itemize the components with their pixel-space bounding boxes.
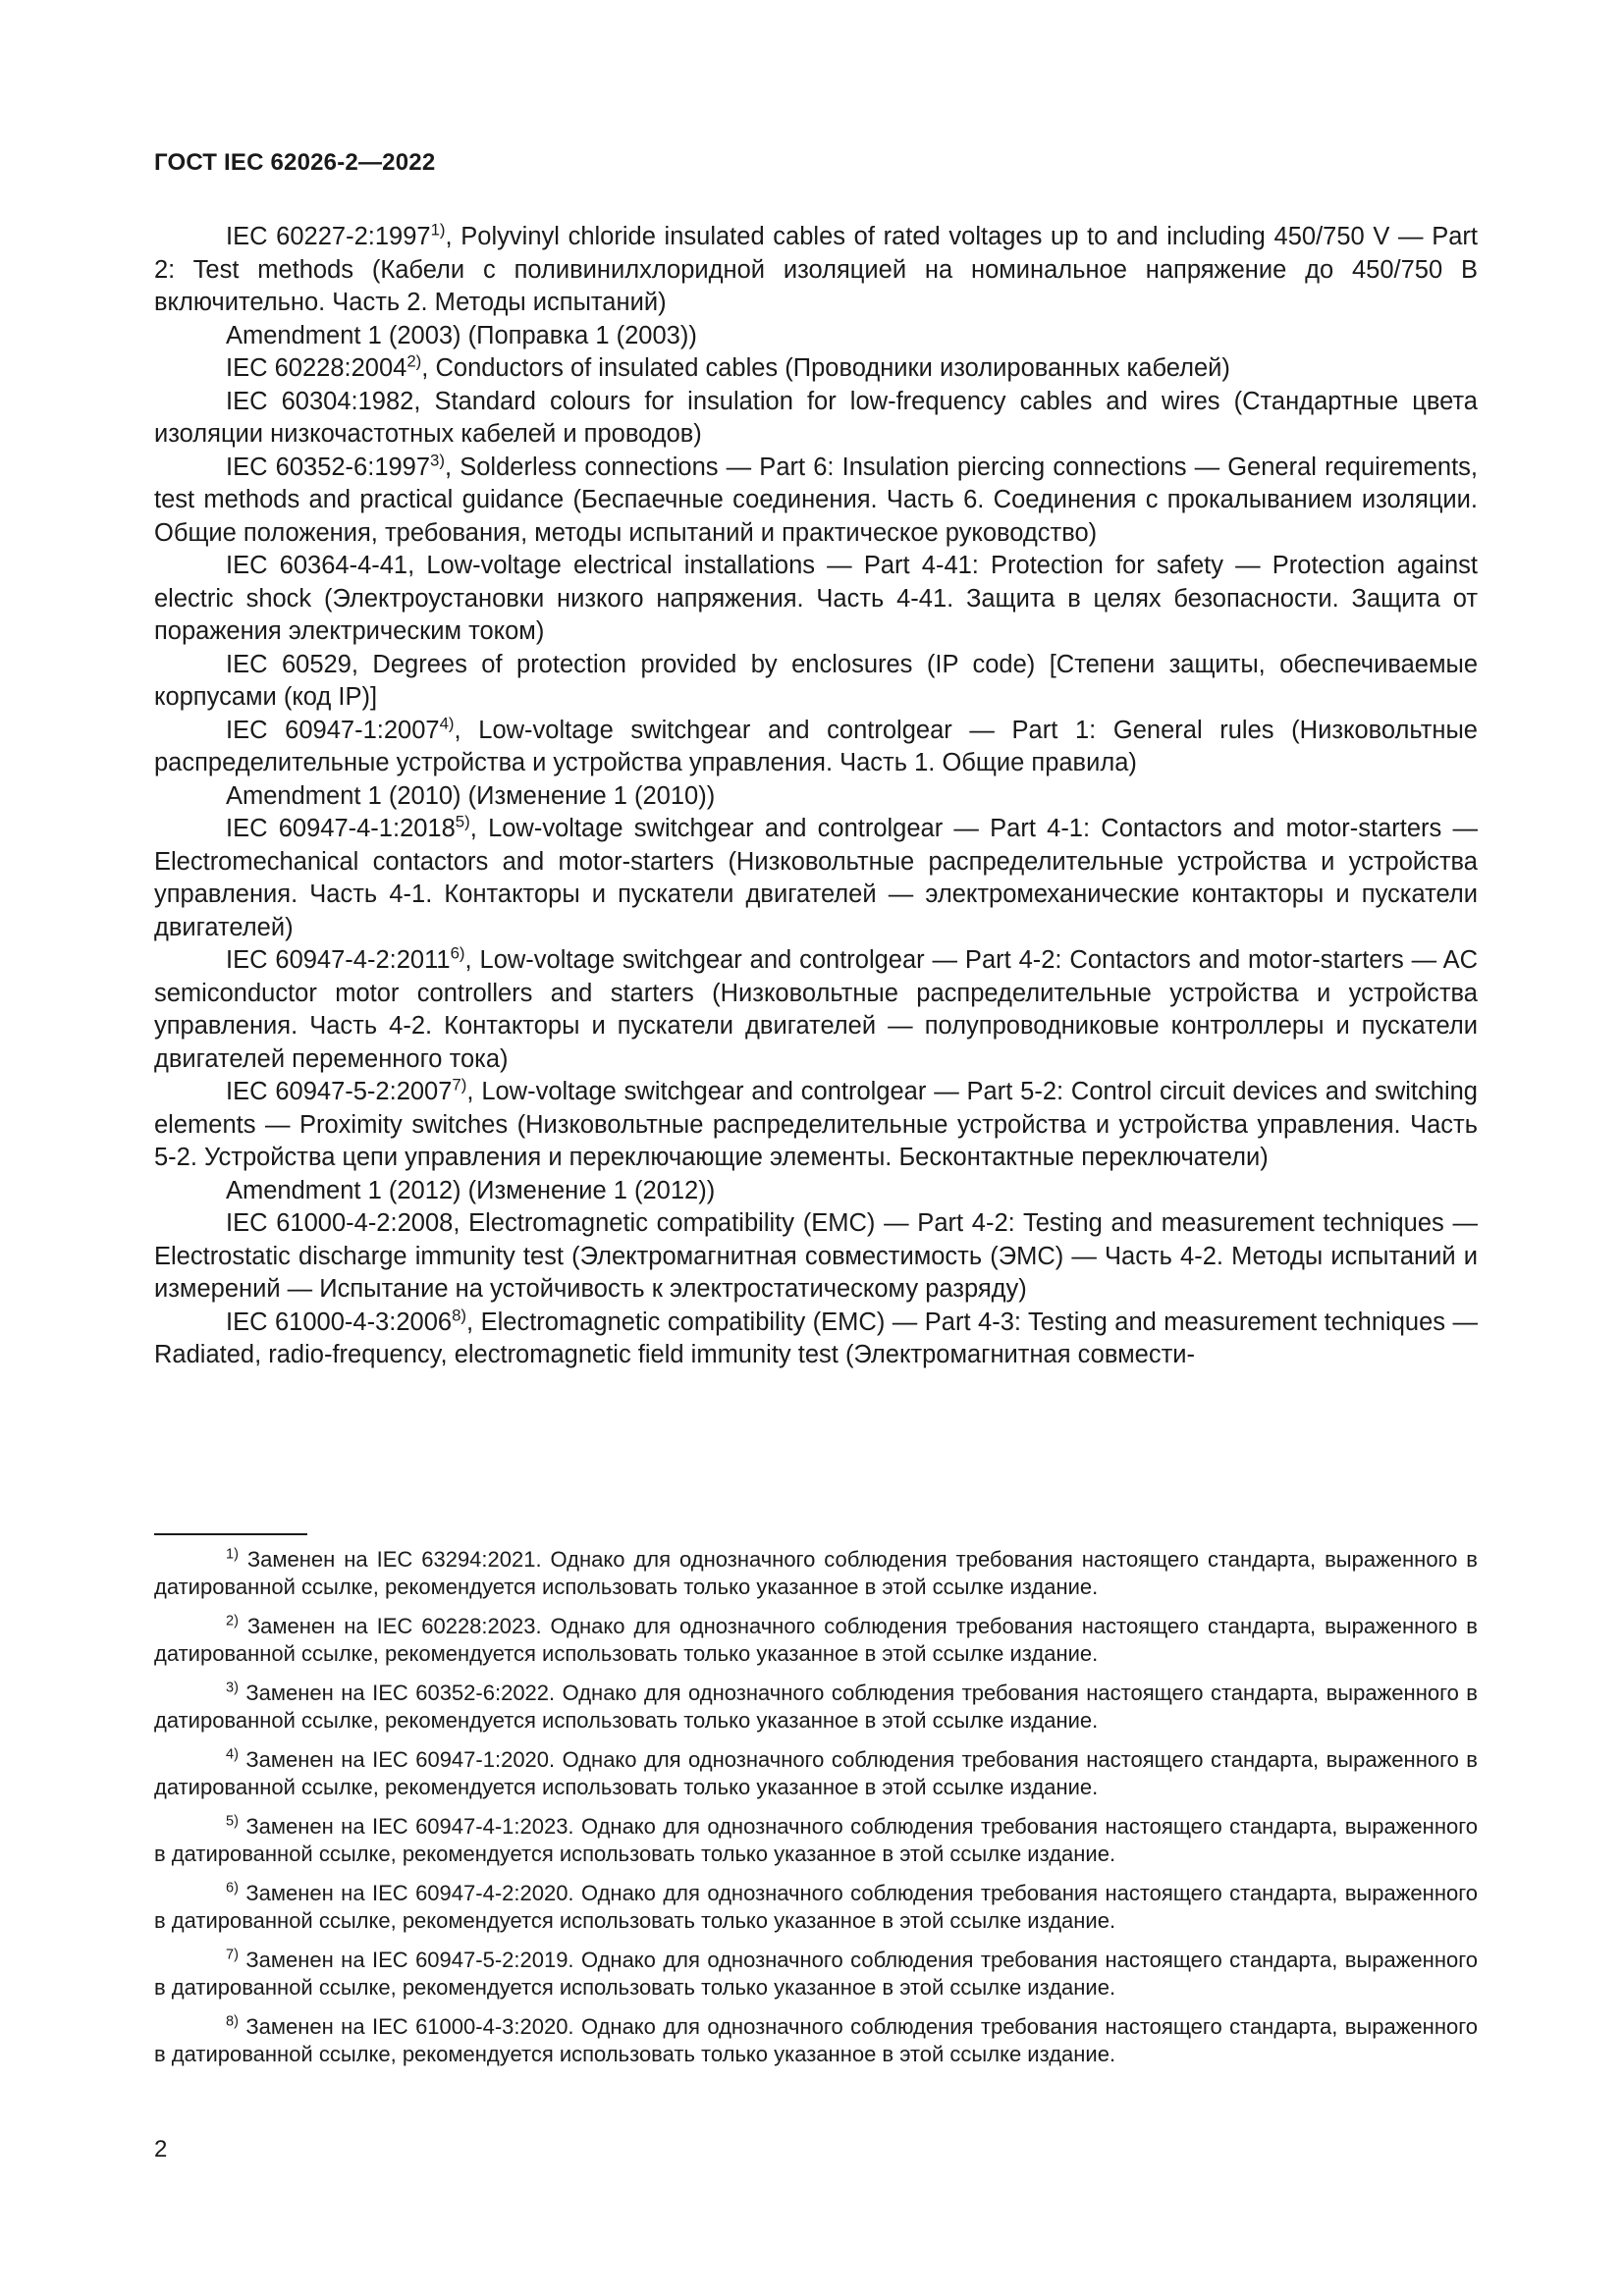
footnote-number: 4)	[226, 1746, 239, 1763]
footnote	[154, 1546, 1478, 1600]
reference-text: , Low-voltage switchgear and controlgear — Part 5-2: Control circuit devices and switching elements — Proximity switches (Низковольтные распределительные устройства и устройства управления. Часть 5-2. Устройства цепи управления и переключающие элементы. Бесконтактные переключатели)	[154, 1078, 1478, 1171]
footnotes	[154, 1546, 1478, 2080]
footnote-marker: 7)	[452, 1075, 467, 1095]
footnote-marker: 8)	[452, 1306, 467, 1324]
reference-id: IEC 61000-4-3:2006	[226, 1308, 453, 1336]
reference-item	[154, 1307, 1478, 1372]
footnote-text: Заменен на IEC 61000-4-3:2020. Однако для однозначного соблюдения требования настоящего стандарта, выраженного в датированной ссылке, рекомендуется использовать только указанное в этой ссылке издание.	[154, 2014, 1478, 2066]
reference-text: , Degrees of protection provided by enclosures (IP code) [Степени защиты, обеспечиваемые корпусами (код IP)]	[154, 650, 1478, 711]
reference-text: , Low-voltage electrical installations — Part 4-41: Protection for safety — Protection against electric shock (Электроустановки низкого напряжения. Часть 4-41. Защита в целях безопасности. Защита от поражения электрическим током)	[154, 552, 1478, 645]
reference-text: , Electromagnetic compatibility (EMC) — Part 4-3: Testing and measurement techniques — Radiated, radio-frequency, electromagnetic field immunity test (Электромагнитная совмести-	[154, 1308, 1478, 1368]
reference-text: , Low-voltage switchgear and controlgear — Part 1: General rules (Низковольтные распределительные устройства и устройства управления. Часть 1. Общие правила)	[154, 716, 1478, 776]
reference-id: IEC 60947-4-1:2018	[226, 815, 456, 842]
footnote-marker: 4)	[439, 714, 455, 732]
reference-id: IEC 60947-1:2007	[226, 716, 440, 744]
footnote-text: Заменен на IEC 60947-4-2:2020. Однако для однозначного соблюдения требования настоящего стандарта, выраженного в датированной ссылке, рекомендуется использовать только указанное в этой ссылке издание.	[154, 1881, 1478, 1933]
reference-item	[154, 813, 1478, 944]
footnote-marker: 6)	[450, 943, 465, 963]
footnote-number: 3)	[226, 1680, 239, 1696]
footnote-text: Заменен на IEC 60228:2023. Однако для однозначного соблюдения требования настоящего стандарта, выраженного в датированной ссылке, рекомендуется использовать только указанное в этой ссылке издание.	[154, 1614, 1478, 1666]
footnote-number: 5)	[226, 1813, 239, 1830]
reference-item	[154, 1076, 1478, 1175]
reference-id: IEC 61000-4-2:2008	[226, 1209, 454, 1237]
footnote-text: Заменен на IEC 60947-1:2020. Однако для однозначного соблюдения требования настоящего стандарта, выраженного в датированной ссылке, рекомендуется использовать только указанное в этой ссылке издание.	[154, 1747, 1478, 1799]
footnote-marker: 1)	[430, 220, 446, 240]
footnote	[154, 1880, 1478, 1934]
reference-text: , Polyvinyl chloride insulated cables of rated voltages up to and including 450/750 V — Part 2: Test methods (Кабели с поливинилхлоридной изоляцией на номинальное напряжение до 450/750 В включительно. Часть 2. Методы испытаний)	[154, 223, 1478, 316]
footnote-marker: 3)	[430, 451, 446, 469]
reference-id: IEC 60228:2004	[226, 354, 407, 382]
reference-item	[154, 386, 1478, 452]
reference-id: IEC 60364-4-41	[226, 552, 408, 579]
reference-text: , Low-voltage switchgear and controlgear — Part 4-1: Contactors and motor-starters — Electromechanical contactors and motor-starters (Низковольтные распределительные устройства и устройства управления. Часть 4-1. Контакторы и пускатели двигателей — электромеханические контакторы и пускатели двигателей)	[154, 815, 1478, 941]
footnote	[154, 1813, 1478, 1867]
footnote-number: 7)	[226, 1947, 239, 1963]
reference-item	[154, 221, 1478, 320]
footnote-separator	[154, 1533, 307, 1535]
reference-id: IEC 60947-4-2:2011	[226, 946, 451, 974]
reference-id: Amendment 1 (2012) (Изменение 1 (2012))	[226, 1176, 716, 1204]
footnote	[154, 1746, 1478, 1800]
footnote-marker: 5)	[455, 812, 470, 831]
reference-item	[154, 780, 1478, 814]
footnote	[154, 1680, 1478, 1734]
normative-references	[154, 221, 1478, 1372]
footnote-number: 6)	[226, 1880, 239, 1896]
footnote-text: Заменен на IEC 60352-6:2022. Однако для однозначного соблюдения требования настоящего стандарта, выраженного в датированной ссылке, рекомендуется использовать только указанное в этой ссылке издание.	[154, 1681, 1478, 1733]
reference-item	[154, 649, 1478, 715]
reference-id: IEC 60947-5-2:2007	[226, 1078, 453, 1105]
footnote	[154, 1947, 1478, 2001]
footnote-number: 1)	[226, 1546, 239, 1563]
reference-text: , Solderless connections — Part 6: Insulation piercing connections — General requirements, test methods and practical guidance (Беспаечные соединения. Часть 6. Соединения с прокалыванием изоляции. Общие положения, требования, методы испытаний и практическое руководство)	[154, 453, 1478, 547]
reference-item	[154, 1175, 1478, 1208]
footnote-text: Заменен на IEC 63294:2021. Однако для однозначного соблюдения требования настоящего стандарта, выраженного в датированной ссылке, рекомендуется использовать только указанное в этой ссылке издание.	[154, 1547, 1478, 1599]
reference-item	[154, 1207, 1478, 1307]
reference-id: IEC 60529	[226, 650, 352, 678]
document-header: ГОСТ IEC 62026-2—2022	[154, 149, 436, 176]
document-page	[154, 0, 1478, 2296]
footnote	[154, 1613, 1478, 1667]
reference-item	[154, 320, 1478, 353]
reference-id: Amendment 1 (2003) (Поправка 1 (2003))	[226, 321, 697, 349]
footnote-text: Заменен на IEC 60947-4-1:2023. Однако для однозначного соблюдения требования настоящего стандарта, выраженного в датированной ссылке, рекомендуется использовать только указанное в этой ссылке издание.	[154, 1814, 1478, 1866]
footnote	[154, 2013, 1478, 2067]
reference-item	[154, 944, 1478, 1076]
footnote-number: 2)	[226, 1613, 239, 1629]
reference-id: IEC 60352-6:1997	[226, 453, 431, 481]
footnote-marker: 2)	[406, 351, 422, 371]
reference-text: , Low-voltage switchgear and controlgear — Part 4-2: Contactors and motor-starters — AC semiconductor motor controllers and starters (Низковольтные распределительные устройства и устройства управления. Часть 4-2. Контакторы и пускатели двигателей — полупроводниковые контроллеры и пускатели двигателей переменного тока)	[154, 946, 1478, 1073]
reference-id: IEC 60304:1982	[226, 387, 414, 415]
footnote-text: Заменен на IEC 60947-5-2:2019. Однако для однозначного соблюдения требования настоящего стандарта, выраженного в датированной ссылке, рекомендуется использовать только указанное в этой ссылке издание.	[154, 1948, 1478, 2000]
footnote-number: 8)	[226, 2013, 239, 2030]
reference-item	[154, 452, 1478, 551]
reference-id: IEC 60227-2:1997	[226, 223, 431, 250]
reference-item	[154, 715, 1478, 780]
reference-item	[154, 352, 1478, 386]
reference-text: , Electromagnetic compatibility (EMC) — Part 4-2: Testing and measurement techniques — Electrostatic discharge immunity test (Электромагнитная совместимость (ЭМС) — Часть 4-2. Методы испытаний и измерений — Испытание на устойчивость к электростатическому разряду)	[154, 1209, 1478, 1303]
reference-text: , Standard colours for insulation for low-frequency cables and wires (Стандартные цвета изоляции низкочастотных кабелей и проводов)	[154, 387, 1478, 448]
page-number: 2	[154, 2136, 168, 2163]
reference-text: , Conductors of insulated cables (Проводники изолированных кабелей)	[421, 354, 1230, 382]
reference-id: Amendment 1 (2010) (Изменение 1 (2010))	[226, 781, 716, 810]
reference-item	[154, 550, 1478, 649]
